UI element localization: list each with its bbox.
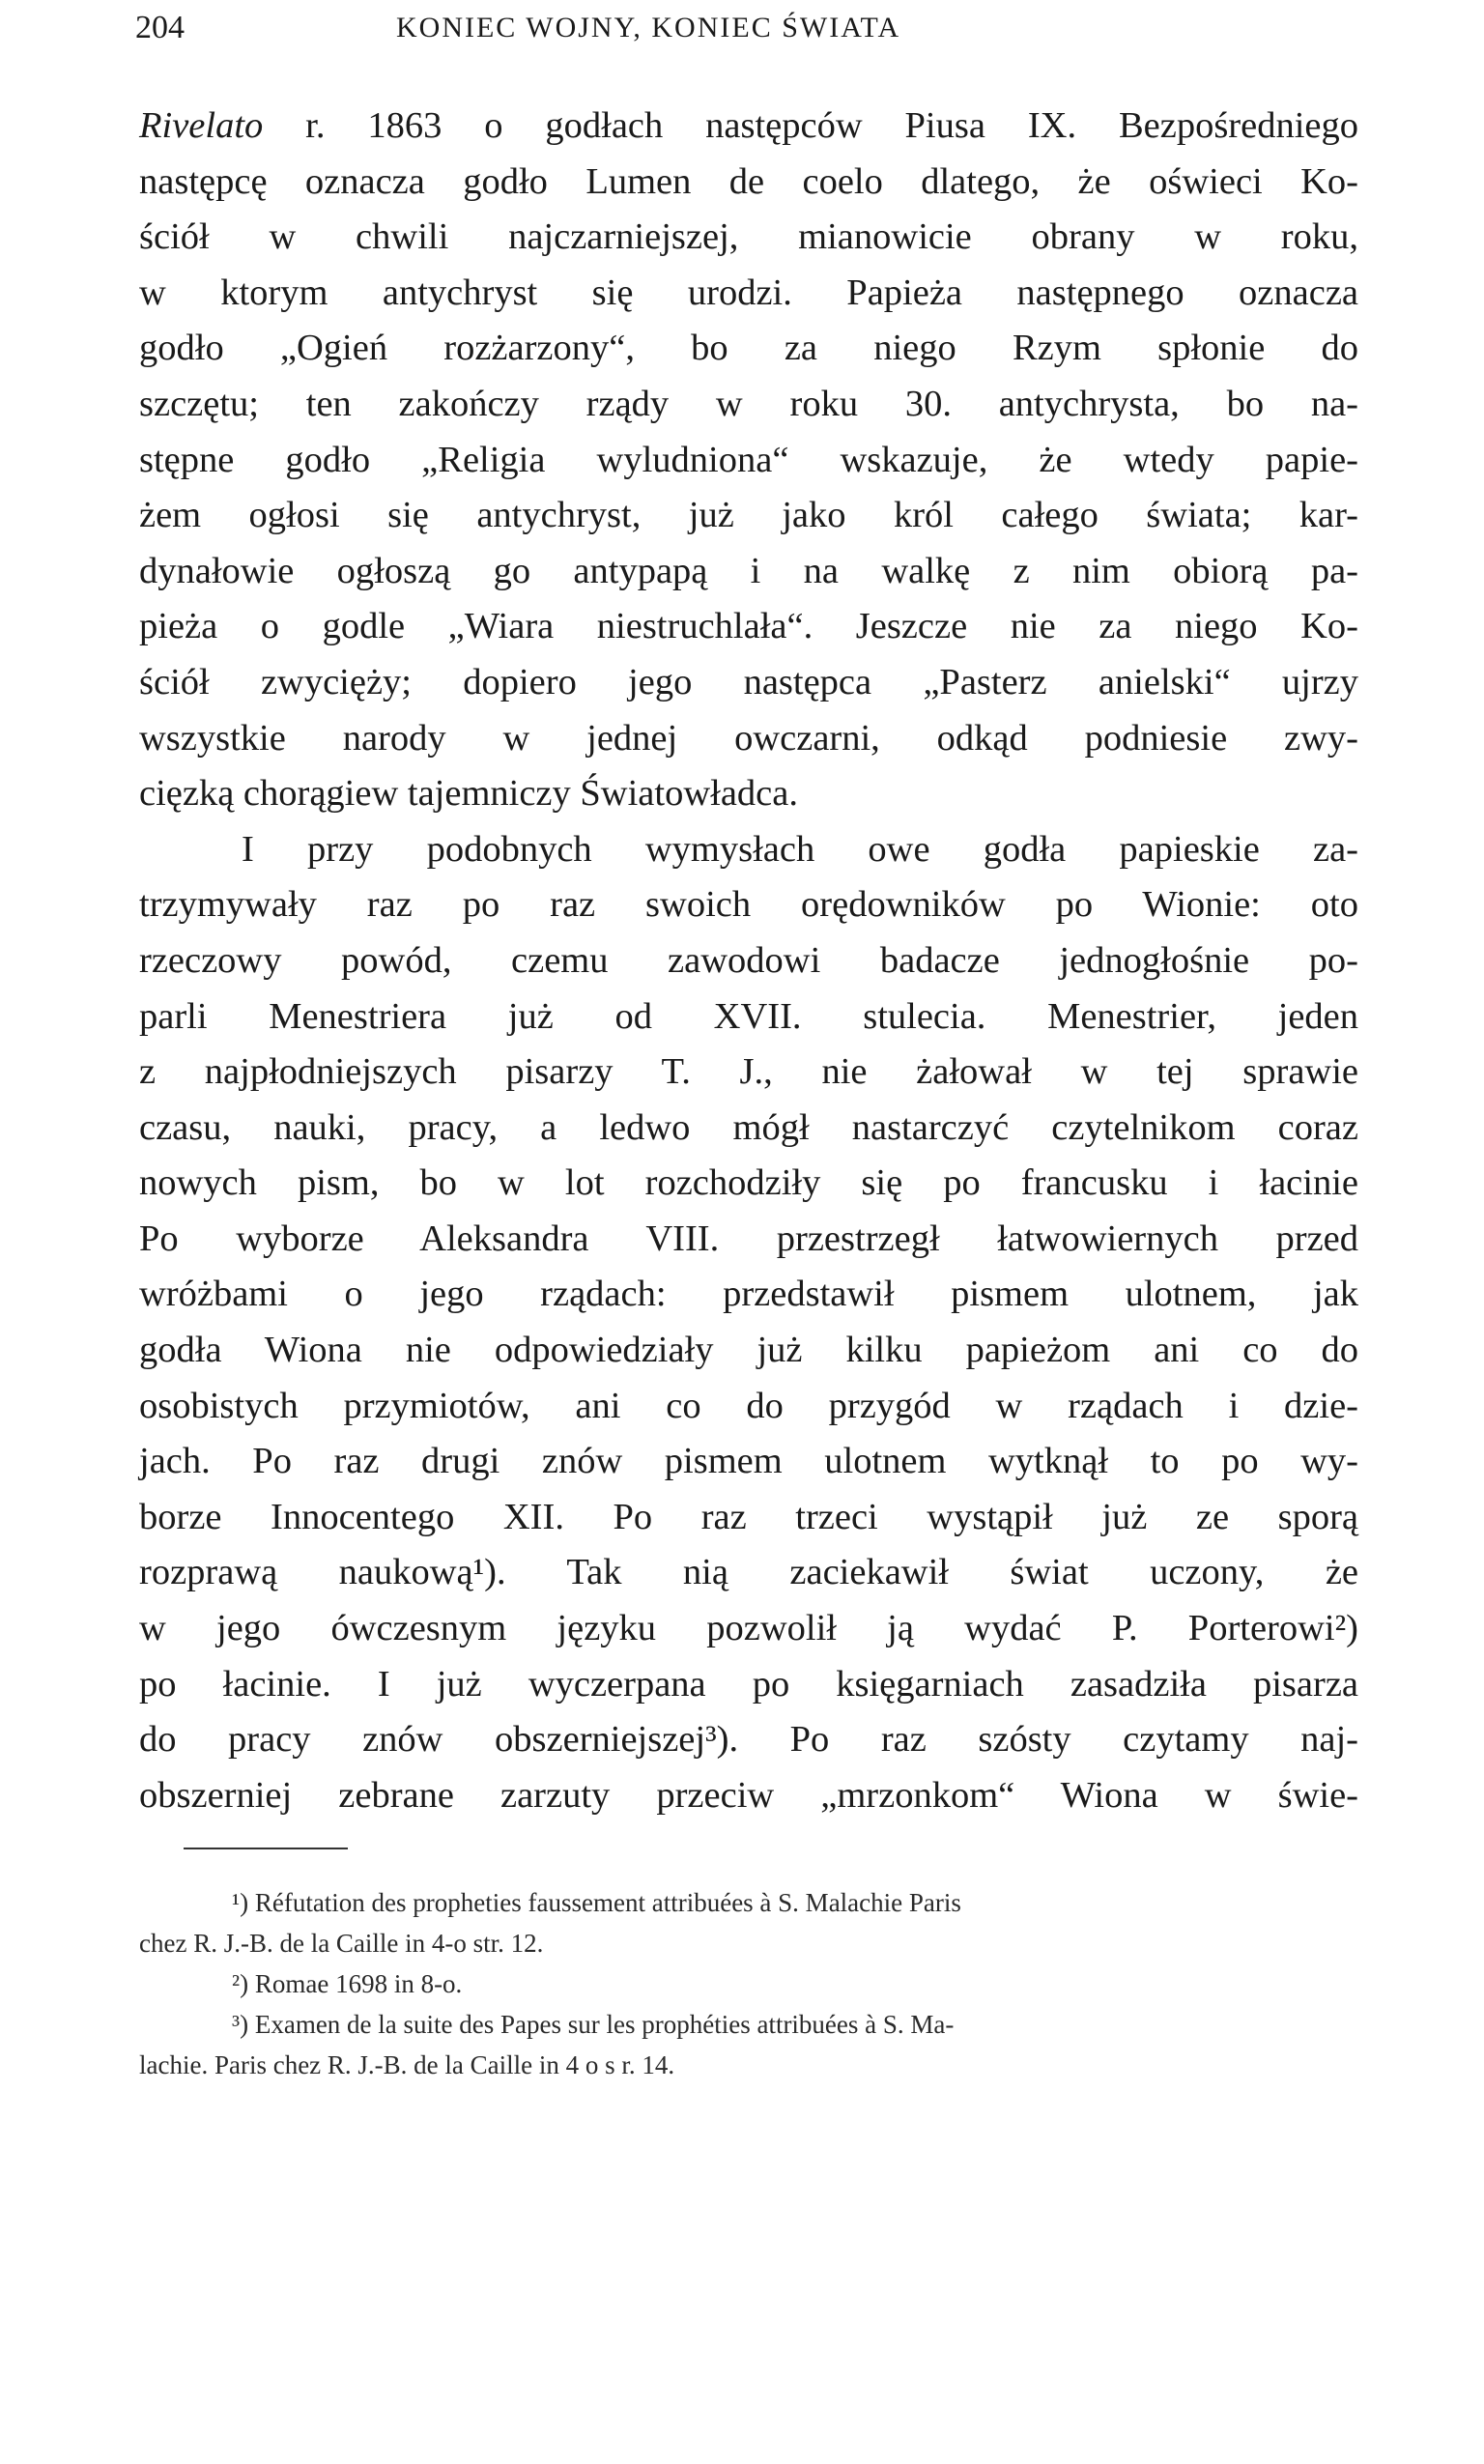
text-line: rozprawą naukową¹). Tak nią zaciekawił świat uczony, że: [139, 1552, 1358, 1593]
text-line: stępne godło „Religia wyludniona“ wskazuje, że wtedy papie-: [139, 439, 1358, 480]
text-line: pieża o godle „Wiara niestruchlała“. Jeszcze nie za niego Ko-: [139, 606, 1358, 647]
text-line: parli Menestriera już od XVII. stulecia. Menestrier, jeden: [139, 995, 1358, 1037]
body-text: [139, 99, 1358, 1823]
text-line: Rivelato r. 1863 o godłach następców Piusa IX. Bezpośredniego: [139, 105, 1358, 146]
footnote-line: ³) Examen de la suite des Papes sur les prophéties attribuées à S. Ma-: [232, 2010, 955, 2039]
footnotes: [139, 1882, 1358, 2085]
text-line: w ktorym antychryst się urodzi. Papieża następnego oznacza: [139, 272, 1358, 313]
text-line: ściół w chwili najczarniejszej, mianowicie obrany w roku,: [139, 216, 1358, 258]
text-line: szczętu; ten zakończy rządy w roku 30. antychrysta, bo na-: [139, 383, 1358, 424]
text-line: dynałowie ogłoszą go antypapą i na walkę z nim obiorą pa-: [139, 550, 1358, 591]
footnote: [139, 1882, 1358, 1963]
footnote-line: ¹) Réfutation des propheties faussement attribuées à S. Malachie Paris: [232, 1888, 961, 1917]
footnote: [139, 1963, 1358, 2004]
page-number: 204: [135, 10, 185, 45]
text-line: cięzką chorągiew tajemniczy Światowładca.: [139, 773, 798, 815]
running-head: [135, 10, 1353, 48]
text-line: rzeczowy powód, czemu zawodowi badacze jednogłośnie po-: [139, 939, 1358, 981]
text-line: obszerniej zebrane zarzuty przeciw „mrzonkom“ Wiona w świe-: [139, 1774, 1358, 1816]
text-line: trzymywały raz po raz swoich orędowników po Wionie: oto: [139, 884, 1358, 926]
text-line: żem ogłosi się antychryst, już jako król całego świata; kar-: [139, 495, 1358, 536]
text-line: osobistych przymiotów, ani co do przygód w rządach i dzie-: [139, 1385, 1358, 1426]
text-line: czasu, nauki, pracy, a ledwo mógł nastarczyć czytelnikom coraz: [139, 1106, 1358, 1148]
text-line: borze Innocentego XII. Po raz trzeci wystąpił już ze sporą: [139, 1496, 1358, 1537]
text-line: ściół zwycięży; dopiero jego następca „Pasterz anielski“ ujrzy: [139, 661, 1358, 702]
footnote-line: ²) Romae 1698 in 8-o.: [232, 1969, 463, 1998]
text-line: po łacinie. I już wyczerpana po księgarniach zasadziła pisarza: [139, 1663, 1358, 1705]
text-line: następcę oznacza godło Lumen de coelo dlatego, że oświeci Ko-: [139, 160, 1358, 202]
text-line: wszystkie narody w jednej owczarni, odkąd podniesie zwy-: [139, 717, 1358, 759]
text-line: z najpłodniejszych pisarzy T. J., nie żałował w tej sprawie: [139, 1051, 1358, 1093]
footnote-line: chez R. J.-B. de la Caille in 4-o str. 12.: [139, 1929, 544, 1958]
text-line: Po wyborze Aleksandra VIII. przestrzegł łatwowiernych przed: [139, 1218, 1358, 1259]
footnote-line: lachie. Paris chez R. J.-B. de la Caille in 4 o s r. 14.: [139, 2050, 675, 2079]
text-line: godła Wiona nie odpowiedziały już kilku papieżom ani co do: [139, 1330, 1358, 1371]
text-line: w jego ówczesnym języku pozwolił ją wydać P. Porterowi²): [139, 1608, 1358, 1649]
text-line: I przy podobnych wymysłach owe godła papieskie za-: [242, 828, 1358, 870]
running-title: KONIEC WOJNY, KONIEC ŚWIATA: [396, 12, 901, 43]
text-line: jach. Po raz drugi znów pismem ulotnem wytknął to po wy-: [139, 1441, 1358, 1482]
text-line: do pracy znów obszerniejszej³). Po raz szósty czytamy naj-: [139, 1719, 1358, 1761]
footnote-divider: [184, 1848, 348, 1849]
text-line: wróżbami o jego rządach: przedstawił pismem ulotnem, jak: [139, 1274, 1358, 1315]
text-line: godło „Ogień rozżarzony“, bo za niego Rzym spłonie do: [139, 328, 1358, 369]
text-line: nowych pism, bo w lot rozchodziły się po francusku i łacinie: [139, 1162, 1358, 1204]
footnote: [139, 2004, 1358, 2085]
